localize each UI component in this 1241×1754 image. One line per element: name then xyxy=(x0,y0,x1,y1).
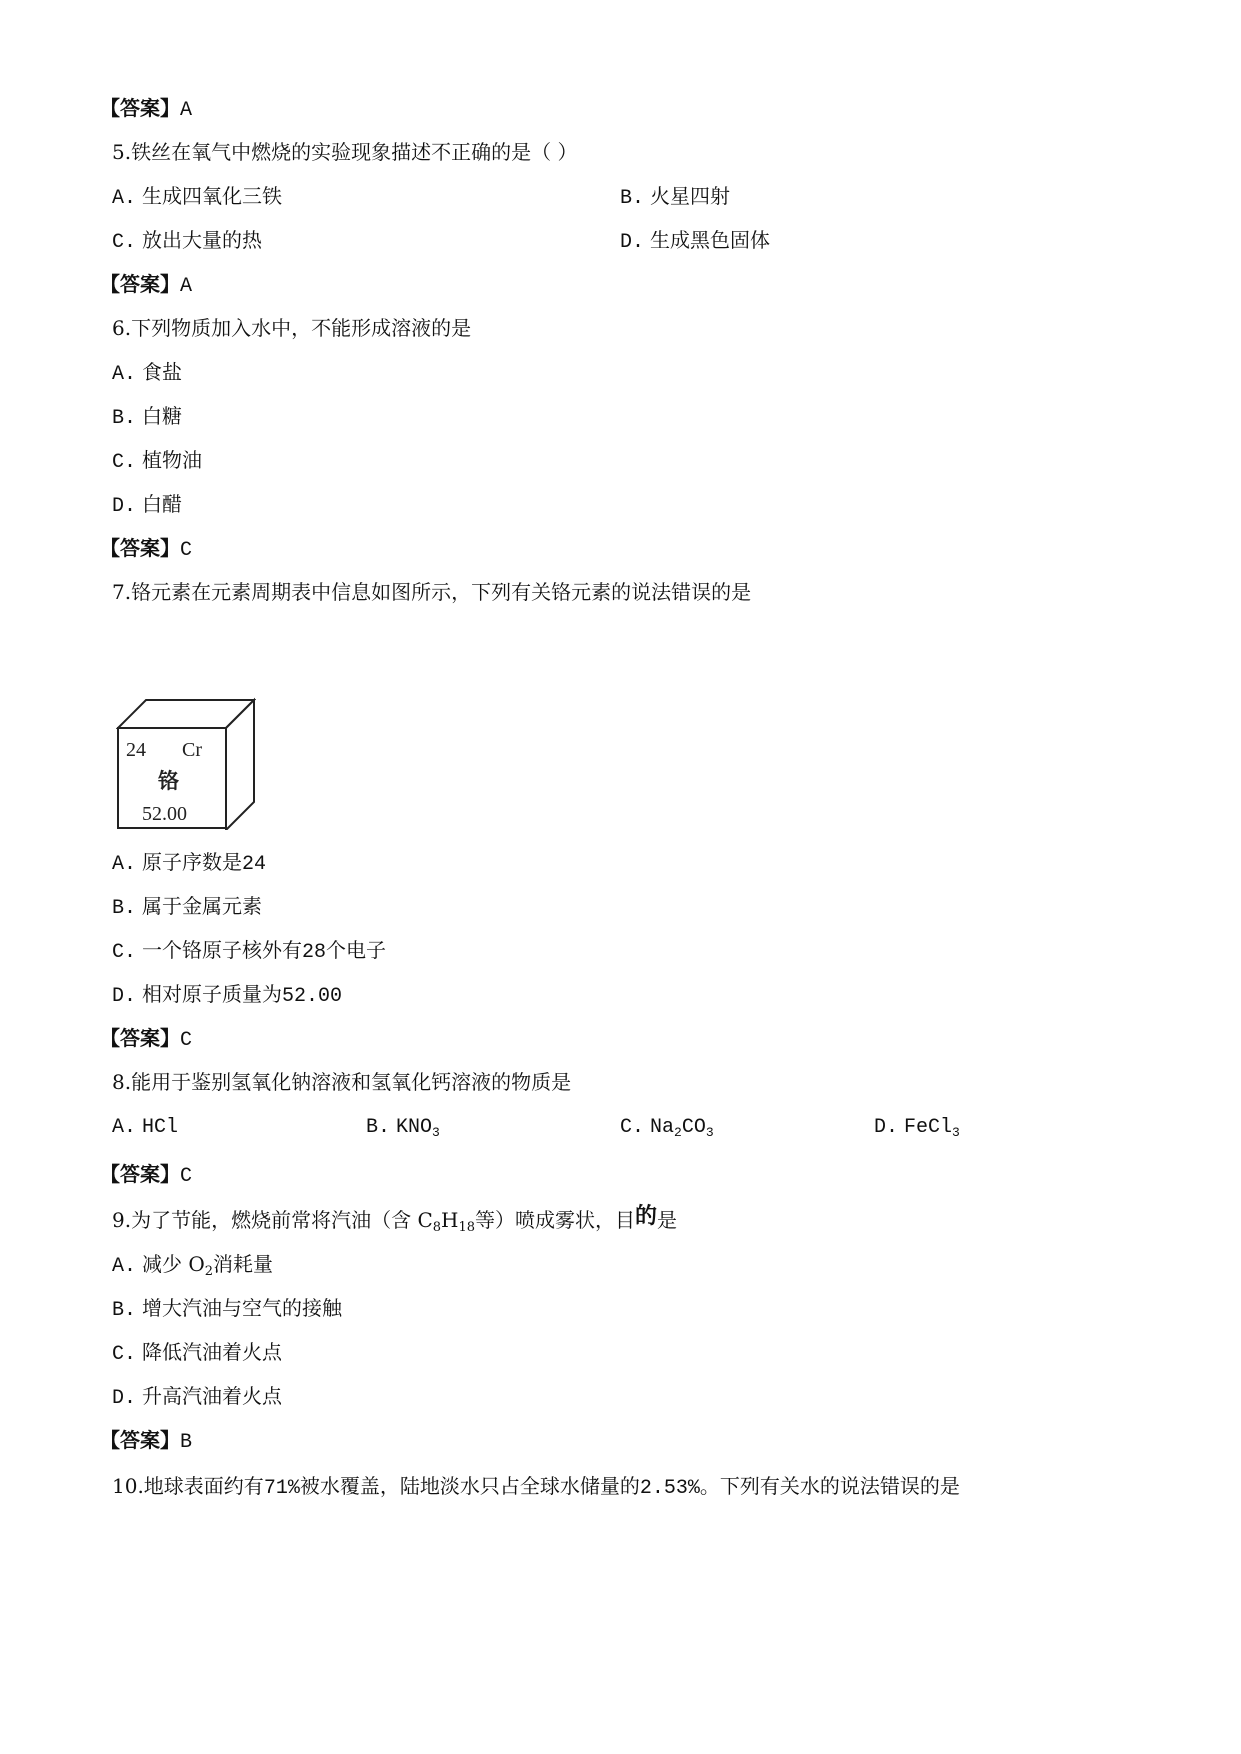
answer-label: 【答案】 xyxy=(100,272,180,296)
stem-text: H xyxy=(441,1208,459,1232)
option-d xyxy=(112,1382,282,1410)
question-stem: 7.铬元素在元素周期表中信息如图所示，下列有关铬元素的说法错误的是 xyxy=(112,580,752,604)
formula-subscript: 3 xyxy=(432,1125,440,1140)
answer-value: C xyxy=(180,539,193,562)
formula-part: FeCl xyxy=(904,1116,953,1139)
option-text: 原子序数是 xyxy=(142,850,242,874)
option-letter: B. xyxy=(366,1116,391,1139)
option-text: 生成四氧化三铁 xyxy=(142,184,282,208)
element-number: 24 xyxy=(126,739,146,761)
option-b xyxy=(366,1114,440,1142)
stem-text: 被水覆盖，陆地淡水只占全球水储量的 xyxy=(299,1474,640,1498)
stem-text: 是 xyxy=(657,1208,678,1232)
stem-text: 等）喷成雾状，目 xyxy=(475,1208,636,1232)
option-a xyxy=(112,1250,273,1278)
option-b xyxy=(620,182,730,210)
option-d xyxy=(112,490,182,518)
answer-value: B xyxy=(180,1431,193,1454)
option-c xyxy=(112,226,262,254)
formula-subscript: 2 xyxy=(674,1125,682,1140)
formula-part: CO xyxy=(681,1116,706,1139)
element-name: 铬 xyxy=(158,769,179,793)
option-letter: C. xyxy=(112,451,137,474)
question-stem xyxy=(112,1472,960,1500)
option-text: 升高汽油着火点 xyxy=(142,1384,282,1408)
option-d xyxy=(112,980,342,1008)
option-text: 植物油 xyxy=(142,448,202,472)
answer-line xyxy=(100,270,192,298)
option-text-tail: 消耗量 xyxy=(213,1252,274,1276)
option-letter: C. xyxy=(112,941,137,964)
stem-text: 9.为了节能，燃烧前常将汽油（含 C xyxy=(112,1208,433,1232)
answer-line xyxy=(100,1024,192,1052)
answer-value: C xyxy=(180,1029,193,1052)
option-c xyxy=(112,936,386,964)
formula-subscript: 8 xyxy=(432,1220,442,1235)
formula-subscript: 18 xyxy=(458,1220,476,1235)
option-c xyxy=(620,1114,714,1142)
option-text: 减少 O xyxy=(142,1252,205,1276)
option-a xyxy=(112,848,266,876)
stem-text: 10.地球表面约有 xyxy=(112,1474,264,1498)
option-text-tail: 个电子 xyxy=(326,938,387,962)
question-stem: 5.铁丝在氧气中燃烧的实验现象描述不正确的是（ ） xyxy=(112,140,578,164)
answer-label: 【答案】 xyxy=(100,536,180,560)
stem-number: 71% xyxy=(263,1477,300,1500)
option-letter: B. xyxy=(620,187,645,210)
stem-bold-char: 的 xyxy=(635,1203,658,1229)
option-text: 火星四射 xyxy=(650,184,730,208)
option-letter: B. xyxy=(112,1299,137,1322)
option-text: 生成黑色固体 xyxy=(650,228,770,252)
element-symbol: Cr xyxy=(182,739,202,761)
option-a xyxy=(112,1114,178,1142)
option-text: 增大汽油与空气的接触 xyxy=(142,1296,342,1320)
question-stem: 6.下列物质加入水中，不能形成溶液的是 xyxy=(112,316,472,340)
option-text: 白醋 xyxy=(142,492,182,516)
option-letter: B. xyxy=(112,897,137,920)
option-number: 28 xyxy=(302,941,327,964)
answer-line xyxy=(100,1426,192,1454)
option-letter: C. xyxy=(112,231,137,254)
option-letter: C. xyxy=(620,1116,645,1139)
option-letter: C. xyxy=(112,1343,137,1366)
element-cell-figure xyxy=(116,690,256,830)
formula-part: HCl xyxy=(142,1116,179,1139)
option-letter: A. xyxy=(112,187,137,210)
option-letter: A. xyxy=(112,1255,137,1278)
option-letter: A. xyxy=(112,1116,137,1139)
option-letter: D. xyxy=(874,1116,899,1139)
element-mass: 52.00 xyxy=(142,803,187,825)
option-text: 属于金属元素 xyxy=(142,894,262,918)
option-letter: A. xyxy=(112,363,137,386)
option-letter: D. xyxy=(112,1387,137,1410)
answer-value: A xyxy=(180,99,193,122)
formula-subscript: 2 xyxy=(204,1264,214,1279)
option-text: 相对原子质量为 xyxy=(142,982,282,1006)
option-text: 白糖 xyxy=(142,404,182,428)
stem-number: 2.53% xyxy=(639,1477,700,1500)
option-number: 24 xyxy=(242,853,267,876)
option-text: 食盐 xyxy=(142,360,182,384)
answer-value: C xyxy=(180,1165,193,1188)
option-b xyxy=(112,402,182,430)
option-c xyxy=(112,1338,282,1366)
answer-line xyxy=(100,94,192,122)
option-text: 放出大量的热 xyxy=(142,228,262,252)
option-d xyxy=(620,226,770,254)
answer-value: A xyxy=(180,275,193,298)
option-text: 一个铬原子核外有 xyxy=(142,938,302,962)
answer-label: 【答案】 xyxy=(100,1162,180,1186)
option-a xyxy=(112,182,282,210)
option-letter: D. xyxy=(112,985,137,1008)
option-letter: D. xyxy=(620,231,645,254)
question-stem: 8.能用于鉴别氢氧化钠溶液和氢氧化钙溶液的物质是 xyxy=(112,1070,572,1094)
option-b xyxy=(112,892,262,920)
option-letter: B. xyxy=(112,407,137,430)
option-b xyxy=(112,1294,342,1322)
option-c xyxy=(112,446,202,474)
option-a xyxy=(112,358,182,386)
formula-subscript: 3 xyxy=(705,1125,714,1140)
answer-label: 【答案】 xyxy=(100,1428,180,1452)
answer-label: 【答案】 xyxy=(100,1026,180,1050)
formula-part: Na xyxy=(650,1116,675,1139)
option-text: 降低汽油着火点 xyxy=(142,1340,282,1364)
option-d xyxy=(874,1114,960,1142)
formula-part: KNO xyxy=(396,1116,433,1139)
answer-line xyxy=(100,1160,192,1188)
option-letter: D. xyxy=(112,495,137,518)
stem-text: 。下列有关水的说法错误的是 xyxy=(699,1474,960,1498)
question-stem xyxy=(112,1203,678,1235)
answer-label: 【答案】 xyxy=(100,96,180,120)
option-letter: A. xyxy=(112,853,137,876)
answer-line xyxy=(100,534,192,562)
option-number: 52.00 xyxy=(282,985,343,1008)
formula-subscript: 3 xyxy=(952,1125,960,1140)
